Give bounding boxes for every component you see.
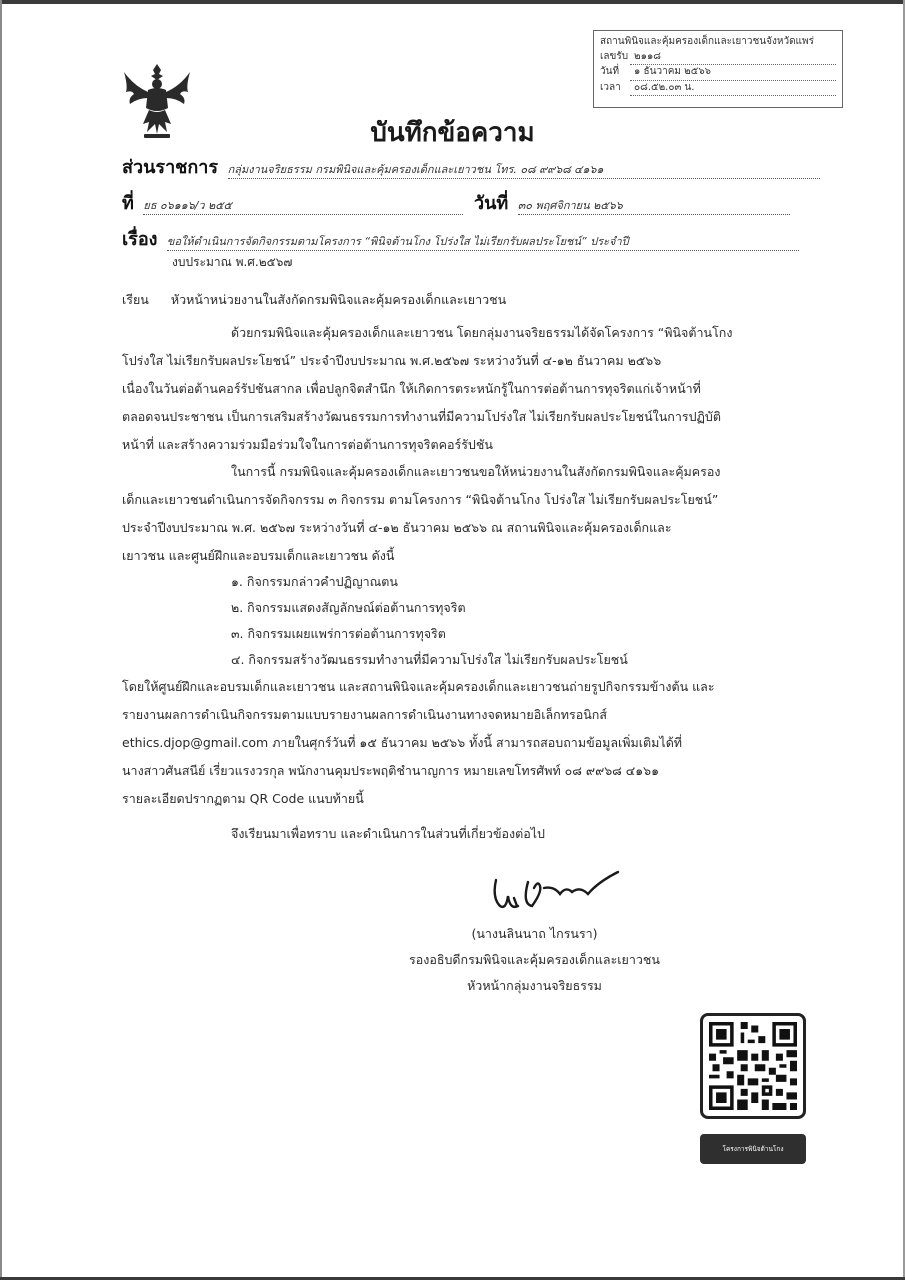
handwritten-signature [488,868,628,916]
stamp-value: ๒๑๑๘ [630,50,836,66]
paragraph-line: เด็กและเยาวชนดำเนินการจัดกิจกรรม ๓ กิจกรรม ตามโครงการ “พินิจต้านโกง โปร่งใส ไม่เรียกรับผลประโยชน์” [122,492,719,507]
agency-row [122,152,820,181]
stamp-label: วันที่ [600,66,620,77]
ref-row [122,188,463,217]
subject-row [122,224,799,253]
paragraph-line: เยาวชน และศูนย์ฝึกและอบรมเด็กและเยาวชน ดังนี้ [122,548,395,563]
paragraph-line: หน้าที่ และสร้างความร่วมมือร่วมใจในการต่อต้านการทุจริตคอร์รัปชัน [122,437,493,452]
closing-line: จึงเรียนมาเพื่อทราบ และดำเนินการในส่วนที่เกี่ยวข้องต่อไป [231,826,545,841]
stamp-row-time [600,81,836,97]
list-item: ๓. กิจกรรมเผยแพร่การต่อต้านการทุจริต [231,626,446,641]
paragraph-line: เนื่องในวันต่อต้านคอร์รัปชันสากล เพื่อปลูกจิตสำนึก ให้เกิดการตระหนักรู้ในการต่อต้านการทุจริตแก่เจ้าหน้าที่ [122,381,701,396]
salutation-label: เรียน [122,292,149,307]
signer-name: (นางนลินนาถ ไกรนรา) [471,926,598,941]
paragraph-line: นางสาวศันสนีย์ เรี่ยวแรงวรกุล พนักงานคุมประพฤติชำนาญการ หมายเลขโทรศัพท์ ๐๘ ๙๙๖๘ ๔๑๖๑ [122,763,660,778]
signer-position: หัวหน้ากลุ่มงานจริยธรรม [467,978,602,993]
stamp-label: เลขรับ [600,50,629,62]
list-item: ๑. กิจกรรมกล่าวคำปฏิญาณตน [231,574,398,589]
qr-code[interactable] [700,1013,806,1119]
ref-label: ที่ [122,193,134,214]
stamp-value: ๐๘.๕๒.๐๓ น. [630,81,836,97]
page-border-top [0,0,905,4]
page-border-left [0,0,2,1280]
date-row [474,188,790,217]
ref-value: ยธ ๐๖๑๑๖/ว ๒๕๕ [143,196,463,215]
list-item: ๒. กิจกรรมแสดงสัญลักษณ์ต่อต้านการทุจริต [231,600,466,615]
document-title: บันทึกข้อความ [370,118,535,148]
paragraph-line: โปร่งใส ไม่เรียกรับผลประโยชน์” ประจำปีงบประมาณ พ.ศ.๒๕๖๗ ระหว่างวันที่ ๔-๑๒ ธันวาคม ๒๕๖๖ [122,353,662,368]
agency-value: กลุ่มงานจริยธรรม กรมพินิจและคุ้มครองเด็กและเยาวชน โทร. ๐๘ ๙๙๖๘ ๔๑๖๑ [228,160,820,179]
subject-line-2: งบประมาณ พ.ศ.๒๕๖๗ [172,255,293,269]
stamp-row-date [600,65,836,81]
date-value: ๓๐ พฤศจิกายน ๒๕๖๖ [518,196,790,215]
salutation [122,290,506,310]
signer-position: รองอธิบดีกรมพินิจและคุ้มครองเด็กและเยาวชน [409,952,660,967]
stamp-value: ๑ ธันวาคม ๒๕๖๖ [630,65,836,81]
stamp-row-number [600,50,836,66]
paragraph-line: รายละเอียดปรากฏตาม QR Code แนบท้ายนี้ [122,791,364,806]
receiving-stamp [593,30,843,108]
paragraph-line: ด้วยกรมพินิจและคุ้มครองเด็กและเยาวชน โดยกลุ่มงานจริยธรรมได้จัดโครงการ “พินิจต้านโกง [231,325,733,340]
stamp-org: สถานพินิจและคุ้มครองเด็กและเยาวชนจังหวัดแพร่ [600,36,814,47]
paragraph-line: ethics.djop@gmail.com ภายในศุกร์วันที่ ๑๕ ธันวาคม ๒๕๖๖ ทั้งนี้ สามารถสอบถามข้อมูลเพิ่มเติมได้ที่ [122,735,683,750]
paragraph-line: รายงานผลการดำเนินกิจกรรมตามแบบรายงานผลการดำเนินงานทางจดหมายอิเล็กทรอนิกส์ [122,707,607,722]
salutation-to: หัวหน้าหน่วยงานในสังกัดกรมพินิจและคุ้มครองเด็กและเยาวชน [170,292,507,307]
paragraph-line: โดยให้ศูนย์ฝึกและอบรมเด็กและเยาวชน และสถานพินิจและคุ้มครองเด็กและเยาวชนถ่ายรูปกิจกรรมข้างต้น และ [122,679,715,694]
list-item: ๔. กิจกรรมสร้างวัฒนธรรมทำงานที่มีความโปร่งใส ไม่เรียกรับผลประโยชน์ [231,652,628,667]
qr-caption: โครงการพินิจต้านโกง [700,1134,806,1164]
paragraph-line: ตลอดจนประชาชน เป็นการเสริมสร้างวัฒนธรรมการทำงานที่มีความโปร่งใส ไม่เรียกรับผลประโยชน์ในการปฏิบัติ [122,409,721,424]
agency-label: ส่วนราชการ [122,157,219,178]
qr-code-icon [709,1022,797,1110]
stamp-label: เวลา [600,81,621,93]
subject-label: เรื่อง [122,229,158,250]
subject-line: ขอให้ดำเนินการจัดกิจกรรมตามโครงการ “พินิจต้านโกง โปร่งใส ไม่เรียกรับผลประโยชน์” ประจำปี [167,232,799,251]
paragraph-line: ประจำปีงบประมาณ พ.ศ. ๒๕๖๗ ระหว่างวันที่ ๔-๑๒ ธันวาคม ๒๕๖๖ ณ สถานพินิจและคุ้มครองเด็กและ [122,520,672,535]
paragraph-line: ในการนี้ กรมพินิจและคุ้มครองเด็กและเยาวชนขอให้หน่วยงานในสังกัดกรมพินิจและคุ้มครอง [231,464,721,479]
date-label: วันที่ [474,193,509,214]
